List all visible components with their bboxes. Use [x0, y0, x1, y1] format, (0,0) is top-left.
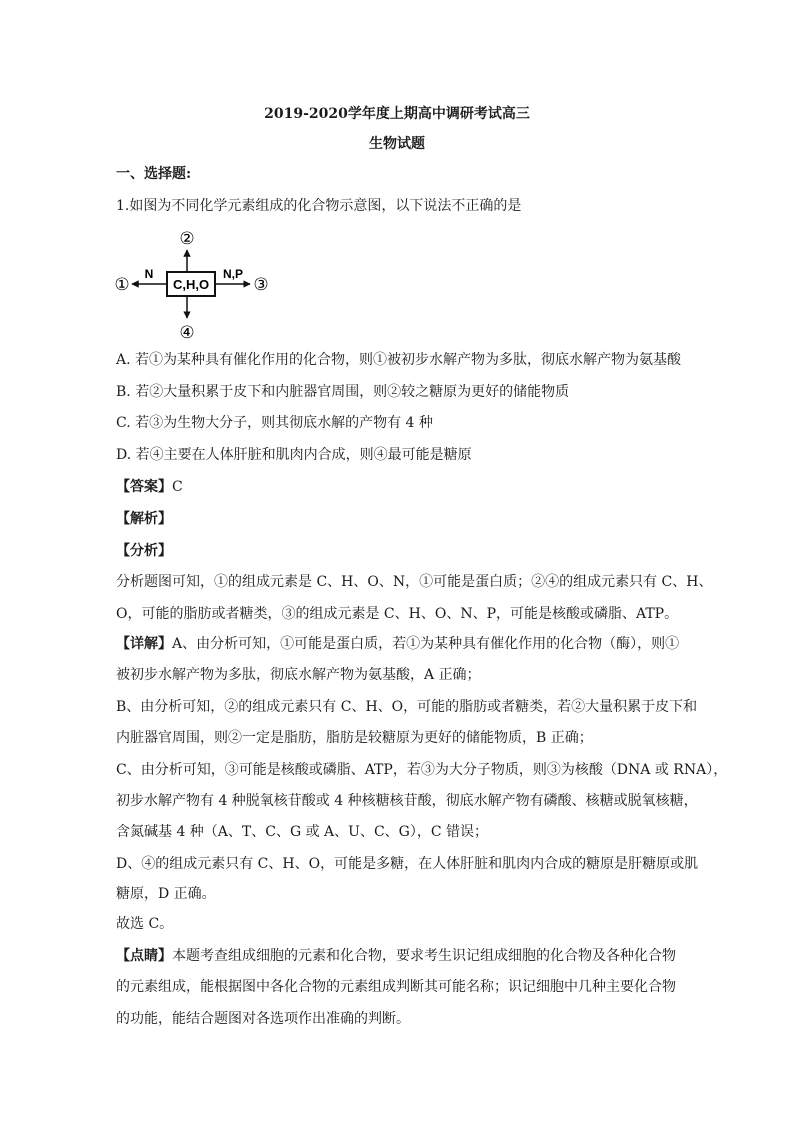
exam-title: 2019-2020学年度上期高中调研考试高三 — [264, 106, 530, 122]
option-c: C. 若③为生物大分子，则其彻底水解的产物有 4 种 — [116, 415, 433, 431]
detail-line: 糖原，D 正确。 — [116, 886, 216, 902]
option-b: B. 若②大量积累于皮下和内脏器官周围，则②较之糖原为更好的储能物质 — [116, 384, 570, 400]
option-a: A. 若①为某种具有催化作用的化合物，则①被初步水解产物为多肽，彻底水解产物为氨基酸 — [116, 352, 682, 368]
detail-line: 被初步水解产物为多肽，彻底水解产物为氨基酸，A 正确； — [116, 667, 481, 683]
answer-label: 【答案】 — [116, 479, 172, 495]
right-arrow-label: N,P — [222, 267, 244, 281]
node-left: ① — [114, 275, 130, 295]
left-arrow-label: N — [144, 267, 154, 281]
analysis-line: 分析题图可知，①的组成元素是 C、H、O、N，①可能是蛋白质；②④的组成元素只有 C、H、 — [116, 574, 713, 590]
detail-line: B、由分析可知，②的组成元素只有 C、H、O，可能的脂肪或者糖类，若②大量积累于皮下和 — [116, 699, 698, 715]
detail-line: 内脏器官周围，则②一定是脂肪，脂肪是较糖原为更好的储能物质，B 正确； — [116, 730, 593, 746]
comment-line: 的功能，能结合题图对各选项作出准确的判断。 — [116, 1011, 410, 1027]
detail-line: D、④的组成元素只有 C、H、O，可能是多糖，在人体肝脏和肌肉内合成的糖原是肝糖原或肌 — [116, 856, 699, 872]
analysis-line: O，可能的脂肪或者糖类，③的组成元素是 C、H、O、N、P，可能是核酸或磷脂、ATP。 — [116, 606, 679, 622]
analysis-subheading: 【分析】 — [116, 543, 172, 559]
exam-subtitle: 生物试题 — [369, 136, 425, 152]
answer-line — [116, 477, 183, 497]
comment-first: 本题考查组成细胞的元素和化合物，要求考生识记组成细胞的化合物及各种化合物 — [172, 948, 676, 964]
compound-diagram-svg — [112, 224, 272, 344]
detail-line: C、由分析可知，③可能是核酸或磷脂、ATP，若③为大分子物质，则③为核酸（DNA 或 RNA）， — [116, 762, 728, 778]
detail-first: A、由分析可知，①可能是蛋白质，若①为某种具有催化作用的化合物（酶），则① — [172, 636, 680, 652]
answer-value: C — [172, 479, 183, 495]
detail-line: 初步水解产物有 4 种脱氧核苷酸或 4 种核糖核苷酸，彻底水解产物有磷酸、核糖或脱氧核糖， — [116, 793, 698, 809]
detail-line: 含氮碱基 4 种（A、T、C、G 或 A、U、C、G），C 错误； — [116, 824, 489, 840]
question-stem: 1.如图为不同化学元素组成的化合物示意图，以下说法不正确的是 — [116, 198, 522, 214]
detail-line: 故选 C。 — [116, 916, 174, 932]
analysis-heading: 【解析】 — [116, 511, 172, 527]
comment-line: 的元素组成，能根据图中各化合物的元素组成判断其可能名称；识记细胞中几种主要化合物 — [116, 979, 676, 995]
node-bottom: ④ — [179, 323, 195, 343]
node-top: ② — [179, 229, 195, 249]
node-right: ③ — [253, 275, 269, 295]
compound-diagram — [112, 224, 272, 344]
option-d: D. 若④主要在人体肝脏和肌肉内合成，则④最可能是糖原 — [116, 447, 472, 463]
center-label: C,H,O — [172, 277, 210, 292]
detail-label: 【详解】 — [116, 636, 172, 652]
comment-label: 【点睛】 — [116, 948, 172, 964]
detail-line — [116, 634, 679, 654]
section-label: 一、选择题: — [116, 166, 192, 182]
comment-line — [116, 946, 676, 966]
